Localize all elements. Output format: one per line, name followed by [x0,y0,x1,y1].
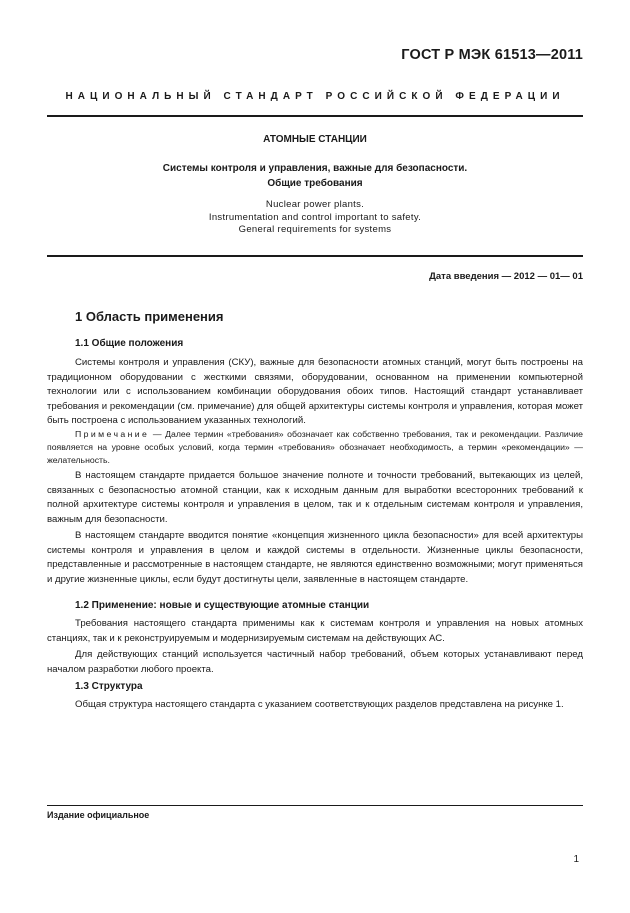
section-1-3-heading: 1.3 Структура [75,681,143,692]
english-title-line-2: Instrumentation and control important to safety. [208,211,422,223]
section-1-3-paragraph-1: Общая структура настоящего стандарта с указанием соответствующих разделов представлена на рисунке 1. [75,699,564,710]
section-1-2-paragraph-1: Требования настоящего стандарта применимы как к системам контроля и управления на новых атомных станциях, так и к реконструируемым и модернизируемым системам на действующих АС. [47,618,583,644]
section-1-2-body [47,617,583,679]
introduction-date: Дата введения — 2012 — 01— 01 [429,271,583,282]
document-title: АТОМНЫЕ СТАНЦИИ [263,134,367,145]
section-1-1-paragraph-3: В настоящем стандарте вводится понятие «концепция жизненного цикла безопасности» для всей архитектуры системы контроля и управления в целом и каждой системы в отдельности. Жизненные циклы безопасности, представленные и рассмотренные в настоящем стандарте, не являются единственно возможными; могут применяться и другие жизненные циклы, если будут достигнуты цели, заявленные в настоящем стандарте. [47,530,583,585]
header-divider [47,115,583,117]
section-1-1-note [47,428,583,467]
note-text: — Далее термин «требования» обозначает как собственно требования, так и рекомендации. Различие появляется на уровне особых условий, когда термин «требования» обозначает необходимость, а термин «рекомендации» — желательность. [47,429,583,465]
section-1-1-body [47,356,583,431]
official-edition-label: Издание официальное [47,810,150,820]
section-1-1-paragraph-2: В настоящем стандарте придается большое значение полноте и точности требований, вытекающих из целей, связанных с безопасностью атомной станции, как к исходным данным для выработки всесторонних требований к полной архитектуре системы контроля и управления в целом, так и к отдельным системам контроля и управления, важным для безопасности. [47,470,583,525]
english-title-line-1: Nuclear power plants. [265,199,365,210]
section-1-2-paragraph-2: Для действующих станций используется частичный набор требований, объем которых устанавливают перед началом разработки любого проекта. [47,649,583,675]
national-standard-banner: НАЦИОНАЛЬНЫЙ СТАНДАРТ РОССИЙСКОЙ ФЕДЕРАЦИИ [65,91,565,102]
section-1-1-body-continued [47,469,583,589]
section-1-2-heading: 1.2 Применение: новые и существующие атомные станции [75,600,370,611]
english-title-line-3: General requirements for systems [238,224,392,235]
section-1-3-body [47,698,583,715]
section-1-heading: 1 Область применения [75,309,224,324]
title-divider [47,255,583,257]
section-1-1-paragraph-1: Системы контроля и управления (СКУ), важные для безопасности атомных станций, могут быть построены на традиционном оборудовании с жесткими связями, оборудовании, основанном на применении компьютерной технологии или с использованием комбинации оборудования обоих типов. Настоящий стандарт устанавливает требования и рекомендации (см. примечание) для общей архитектуры системы контроля и управления, которая может быть построена с использованием указанных технологий. [47,357,583,426]
document-subtitle [47,161,583,191]
section-1-1-heading: 1.1 Общие положения [75,338,184,349]
footer-divider [47,805,583,806]
english-title [47,199,583,237]
standard-code: ГОСТ Р МЭК 61513—2011 [401,47,583,63]
page-number: 1 [573,854,579,865]
note-label: Примечание [75,429,150,439]
subtitle-line-1: Системы контроля и управления, важные для безопасности. [162,163,468,174]
subtitle-line-2: Общие требования [267,178,363,189]
